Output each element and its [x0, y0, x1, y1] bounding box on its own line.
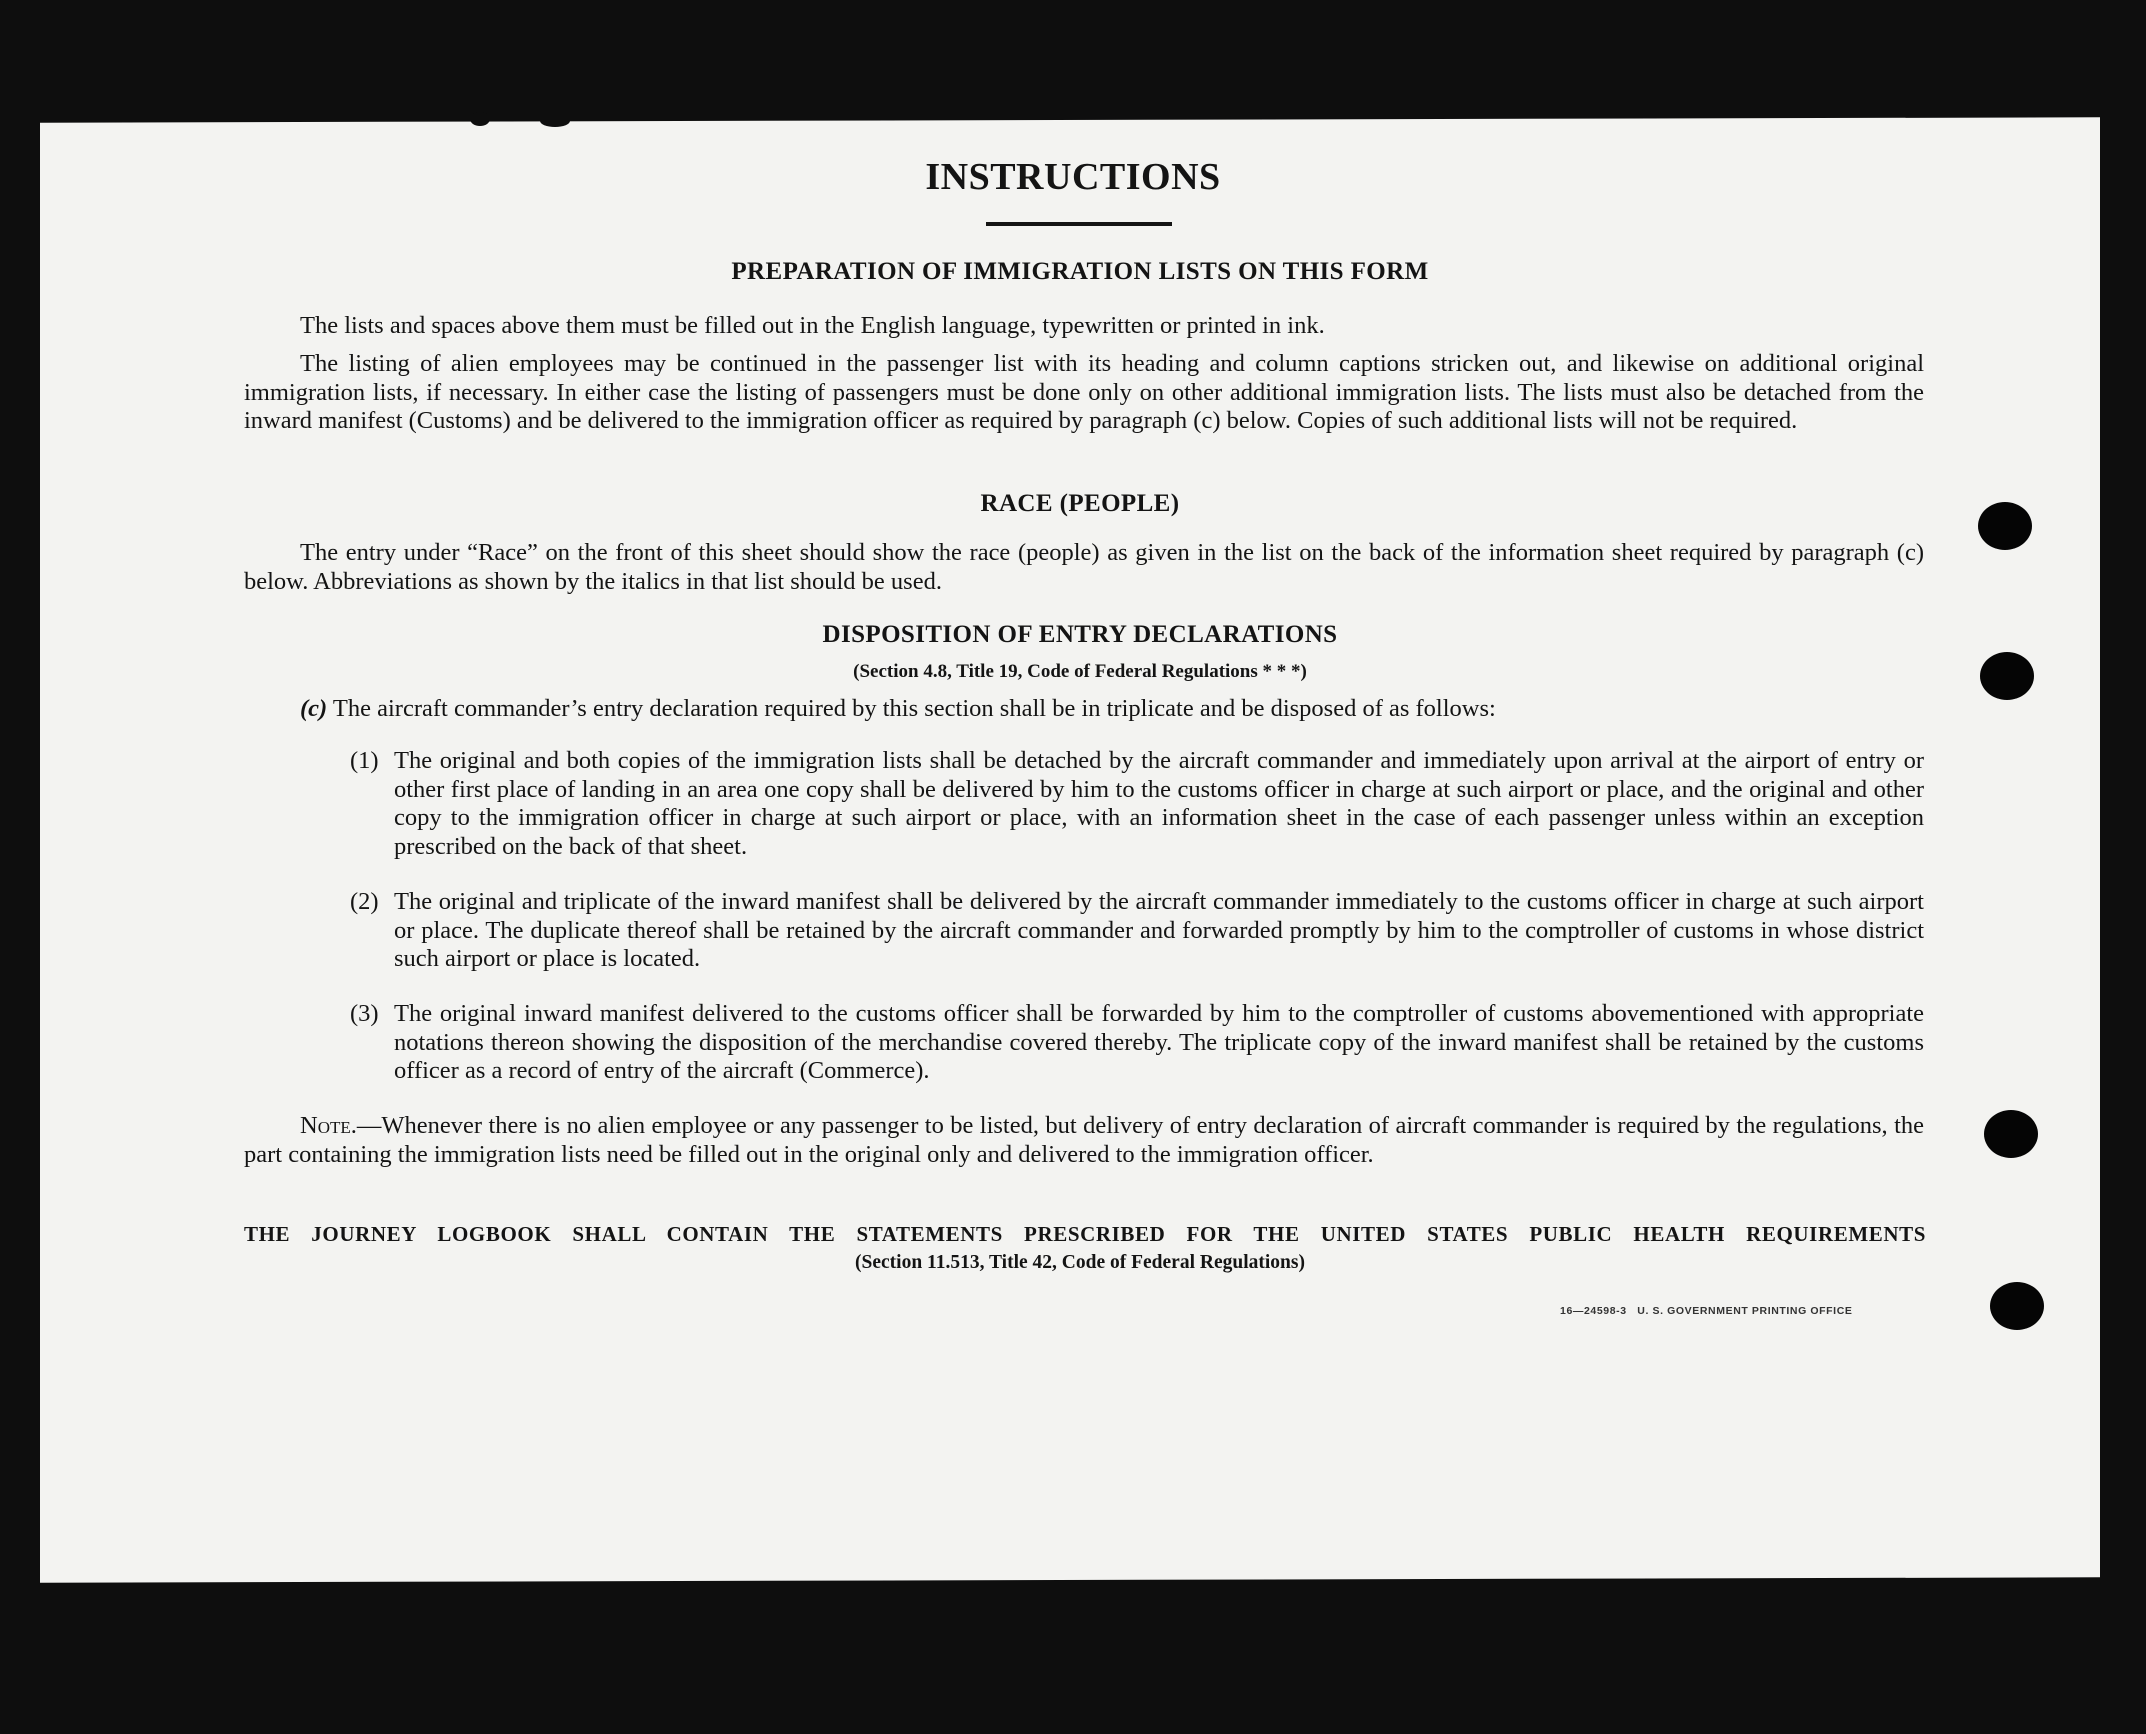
title-rule [986, 222, 1172, 226]
printer-imprint [1560, 1305, 1853, 1317]
note-text: —Whenever there is no alien employee or any passenger to be listed, but delivery of entry declaration of aircraft commander is required by the regulations, the part containing the immigration lists need be filled out in the original only and delivered to the immigration officer. [244, 1112, 1924, 1168]
logbook-section-reference: (Section 11.513, Title 42, Code of Federal Regulations) [855, 1252, 1305, 1273]
note-label: Note. [300, 1112, 357, 1139]
note-paragraph [244, 1112, 1924, 1169]
list-item [350, 1000, 1924, 1086]
list-item [350, 747, 1924, 861]
form-number: 16—24598-3 [1560, 1305, 1627, 1317]
preparation-heading: PREPARATION OF IMMIGRATION LISTS ON THIS FORM [731, 258, 1429, 285]
list-item-number: (1) [350, 747, 379, 774]
paragraph-c [300, 695, 1940, 724]
list-item-text: The original and both copies of the immigration lists shall be detached by the aircraft commander and immediately upon arrival at the airport of entry or other first place of landing in an area one copy shall be delivered by him to the customs officer in charge at such airport or place, and the original and other copy to the immigration officer in charge at such airport or place, with an information sheet in the case of each passenger unless within an exception prescribed on the back of that sheet. [394, 747, 1924, 860]
preparation-paragraph-2: The listing of alien employees may be continued in the passenger list with its heading and column captions stricken out, and likewise on additional original immigration lists, if necessary. In either case the listing of passengers must be done only on other additional immigration lists. The lists must also be detached from the inward manifest (Customs) and be delivered to the immigration officer as required by paragraph (c) below. Copies of such additional lists will not be required. [244, 350, 1924, 434]
paragraph-c-label: (c) [300, 695, 328, 722]
list-item-number: (3) [350, 1000, 379, 1027]
disposition-subheading: (Section 4.8, Title 19, Code of Federal Regulations * * *) [853, 661, 1307, 682]
page-title: INSTRUCTIONS [925, 156, 1221, 198]
disposition-heading: DISPOSITION OF ENTRY DECLARATIONS [822, 621, 1338, 648]
printer-name: U. S. GOVERNMENT PRINTING OFFICE [1637, 1305, 1853, 1317]
list-item-number: (2) [350, 888, 379, 915]
race-heading: RACE (PEOPLE) [980, 490, 1180, 517]
paragraph-c-text: The aircraft commander’s entry declaration required by this section shall be in triplicate and be disposed of as follows: [332, 695, 1496, 722]
preparation-paragraph-1: The lists and spaces above them must be filled out in the English language, typewritten or printed in ink. [300, 312, 1325, 339]
list-item [350, 888, 1924, 974]
list-item-text: The original and triplicate of the inward manifest shall be delivered by the aircraft commander immediately to the customs officer in charge at such airport or place. The duplicate thereof shall be retained by the aircraft commander and forwarded promptly by him to the comptroller of customs in whose district such airport or place is located. [394, 888, 1924, 972]
race-paragraph: The entry under “Race” on the front of this sheet should show the race (people) as given in the list on the back of the information sheet required by paragraph (c) below. Abbreviations as shown by the italics in that list should be used. [244, 539, 1924, 595]
logbook-statement: THE JOURNEY LOGBOOK SHALL CONTAIN THE STATEMENTS PRESCRIBED FOR THE UNITED STATES PUBLIC HEALTH REQUIREMENTS [244, 1222, 1926, 1246]
list-item-text: The original inward manifest delivered to the customs officer shall be forwarded by him to the comptroller of customs abovementioned with appropriate notations thereon showing the disposition of the merchandise covered thereby. The triplicate copy of the inward manifest shall be retained by the customs officer as a record of entry of the aircraft (Commerce). [394, 1000, 1924, 1084]
